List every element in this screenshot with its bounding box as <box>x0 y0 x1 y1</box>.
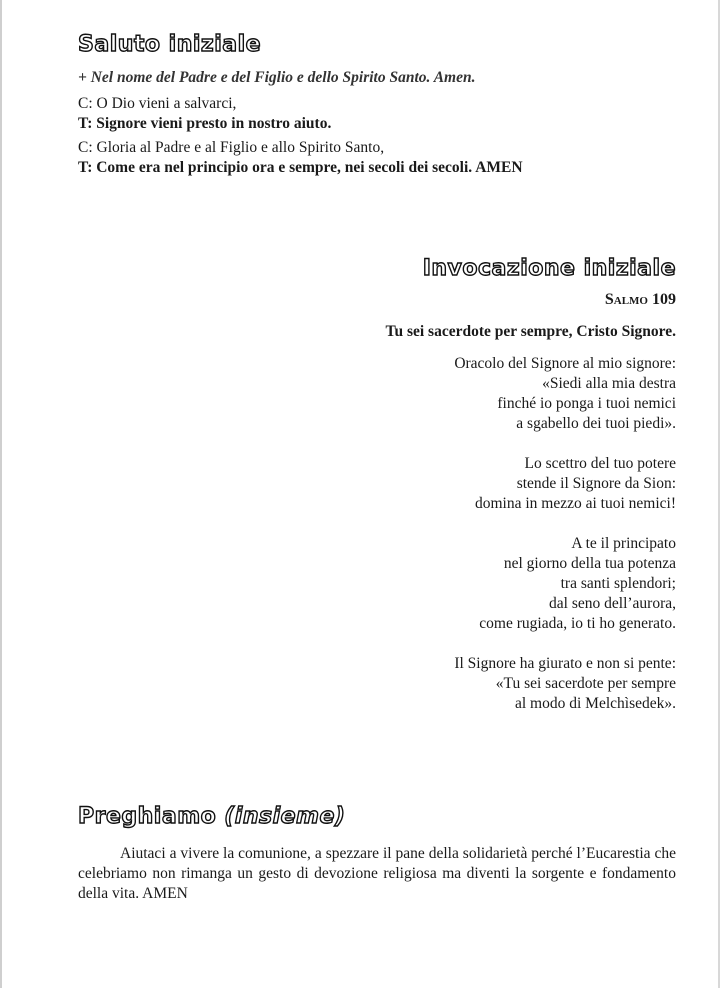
verse-line: A te il principato <box>571 535 676 552</box>
verse-line: «Siedi alla mia destra <box>542 375 676 392</box>
verse-line: «Tu sei sacerdote per sempre <box>495 675 676 692</box>
verse-line: come rugiada, io ti ho generato. <box>479 615 676 632</box>
preghiamo-title: Preghiamo <box>78 804 217 829</box>
dialogue-line-3: C: Gloria al Padre e al Figlio e allo Spirito Santo, <box>78 139 385 156</box>
saluto-title: Saluto iniziale <box>78 32 262 57</box>
stanza-2 <box>78 454 676 514</box>
verse-line: domina in mezzo ai tuoi nemici! <box>474 495 676 512</box>
psalm-label: Salmo 109 <box>604 291 676 308</box>
sign-of-cross: + Nel nome del Padre e del Figlio e dello Spirito Santo. Amen. <box>78 69 476 86</box>
verse-line: al modo di Melchìsedek». <box>515 695 676 712</box>
psalm-verses <box>78 354 676 714</box>
stanza-4 <box>78 654 676 714</box>
stanza-3 <box>78 534 676 634</box>
dialogue-line-1: C: O Dio vieni a salvarci, <box>78 95 237 112</box>
verse-line: Il Signore ha giurato e non si pente: <box>454 655 676 672</box>
dialogue-line-2: T: Signore vieni presto in nostro aiuto. <box>78 115 332 132</box>
dialogue-line-4: T: Come era nel principio ora e sempre, nei secoli dei secoli. AMEN <box>78 159 523 176</box>
prayer-text: Aiutaci a vivere la comunione, a spezzare il pane della solidarietà perché l’Eucarestia che celebriamo non rimanga un gesto di devozione religiosa ma diventi la sorgente e fondamento della vita. AMEN <box>78 845 676 902</box>
invocazione-section <box>78 256 676 734</box>
verse-line: Oracolo del Signore al mio signore: <box>454 355 676 372</box>
preghiamo-section <box>78 804 676 904</box>
verse-line: finché io ponga i tuoi nemici <box>497 395 676 412</box>
verse-line: tra santi splendori; <box>560 575 676 592</box>
stanza-1 <box>78 354 676 434</box>
verse-line: Lo scettro del tuo potere <box>524 455 676 472</box>
verse-line: a sgabello dei tuoi piedi». <box>516 415 676 432</box>
verse-line: stende il Signore da Sion: <box>516 475 676 492</box>
saluto-section <box>78 32 676 178</box>
antiphon: Tu sei sacerdote per sempre, Cristo Signore. <box>385 323 676 340</box>
verse-line: dal seno dell’aurora, <box>549 595 676 612</box>
verse-line: nel giorno della tua potenza <box>503 555 676 572</box>
invocazione-title: Invocazione iniziale <box>422 256 676 281</box>
page-left-edge <box>0 0 2 988</box>
preghiamo-heading <box>78 804 676 830</box>
preghiamo-subtitle: (insieme) <box>224 804 346 829</box>
